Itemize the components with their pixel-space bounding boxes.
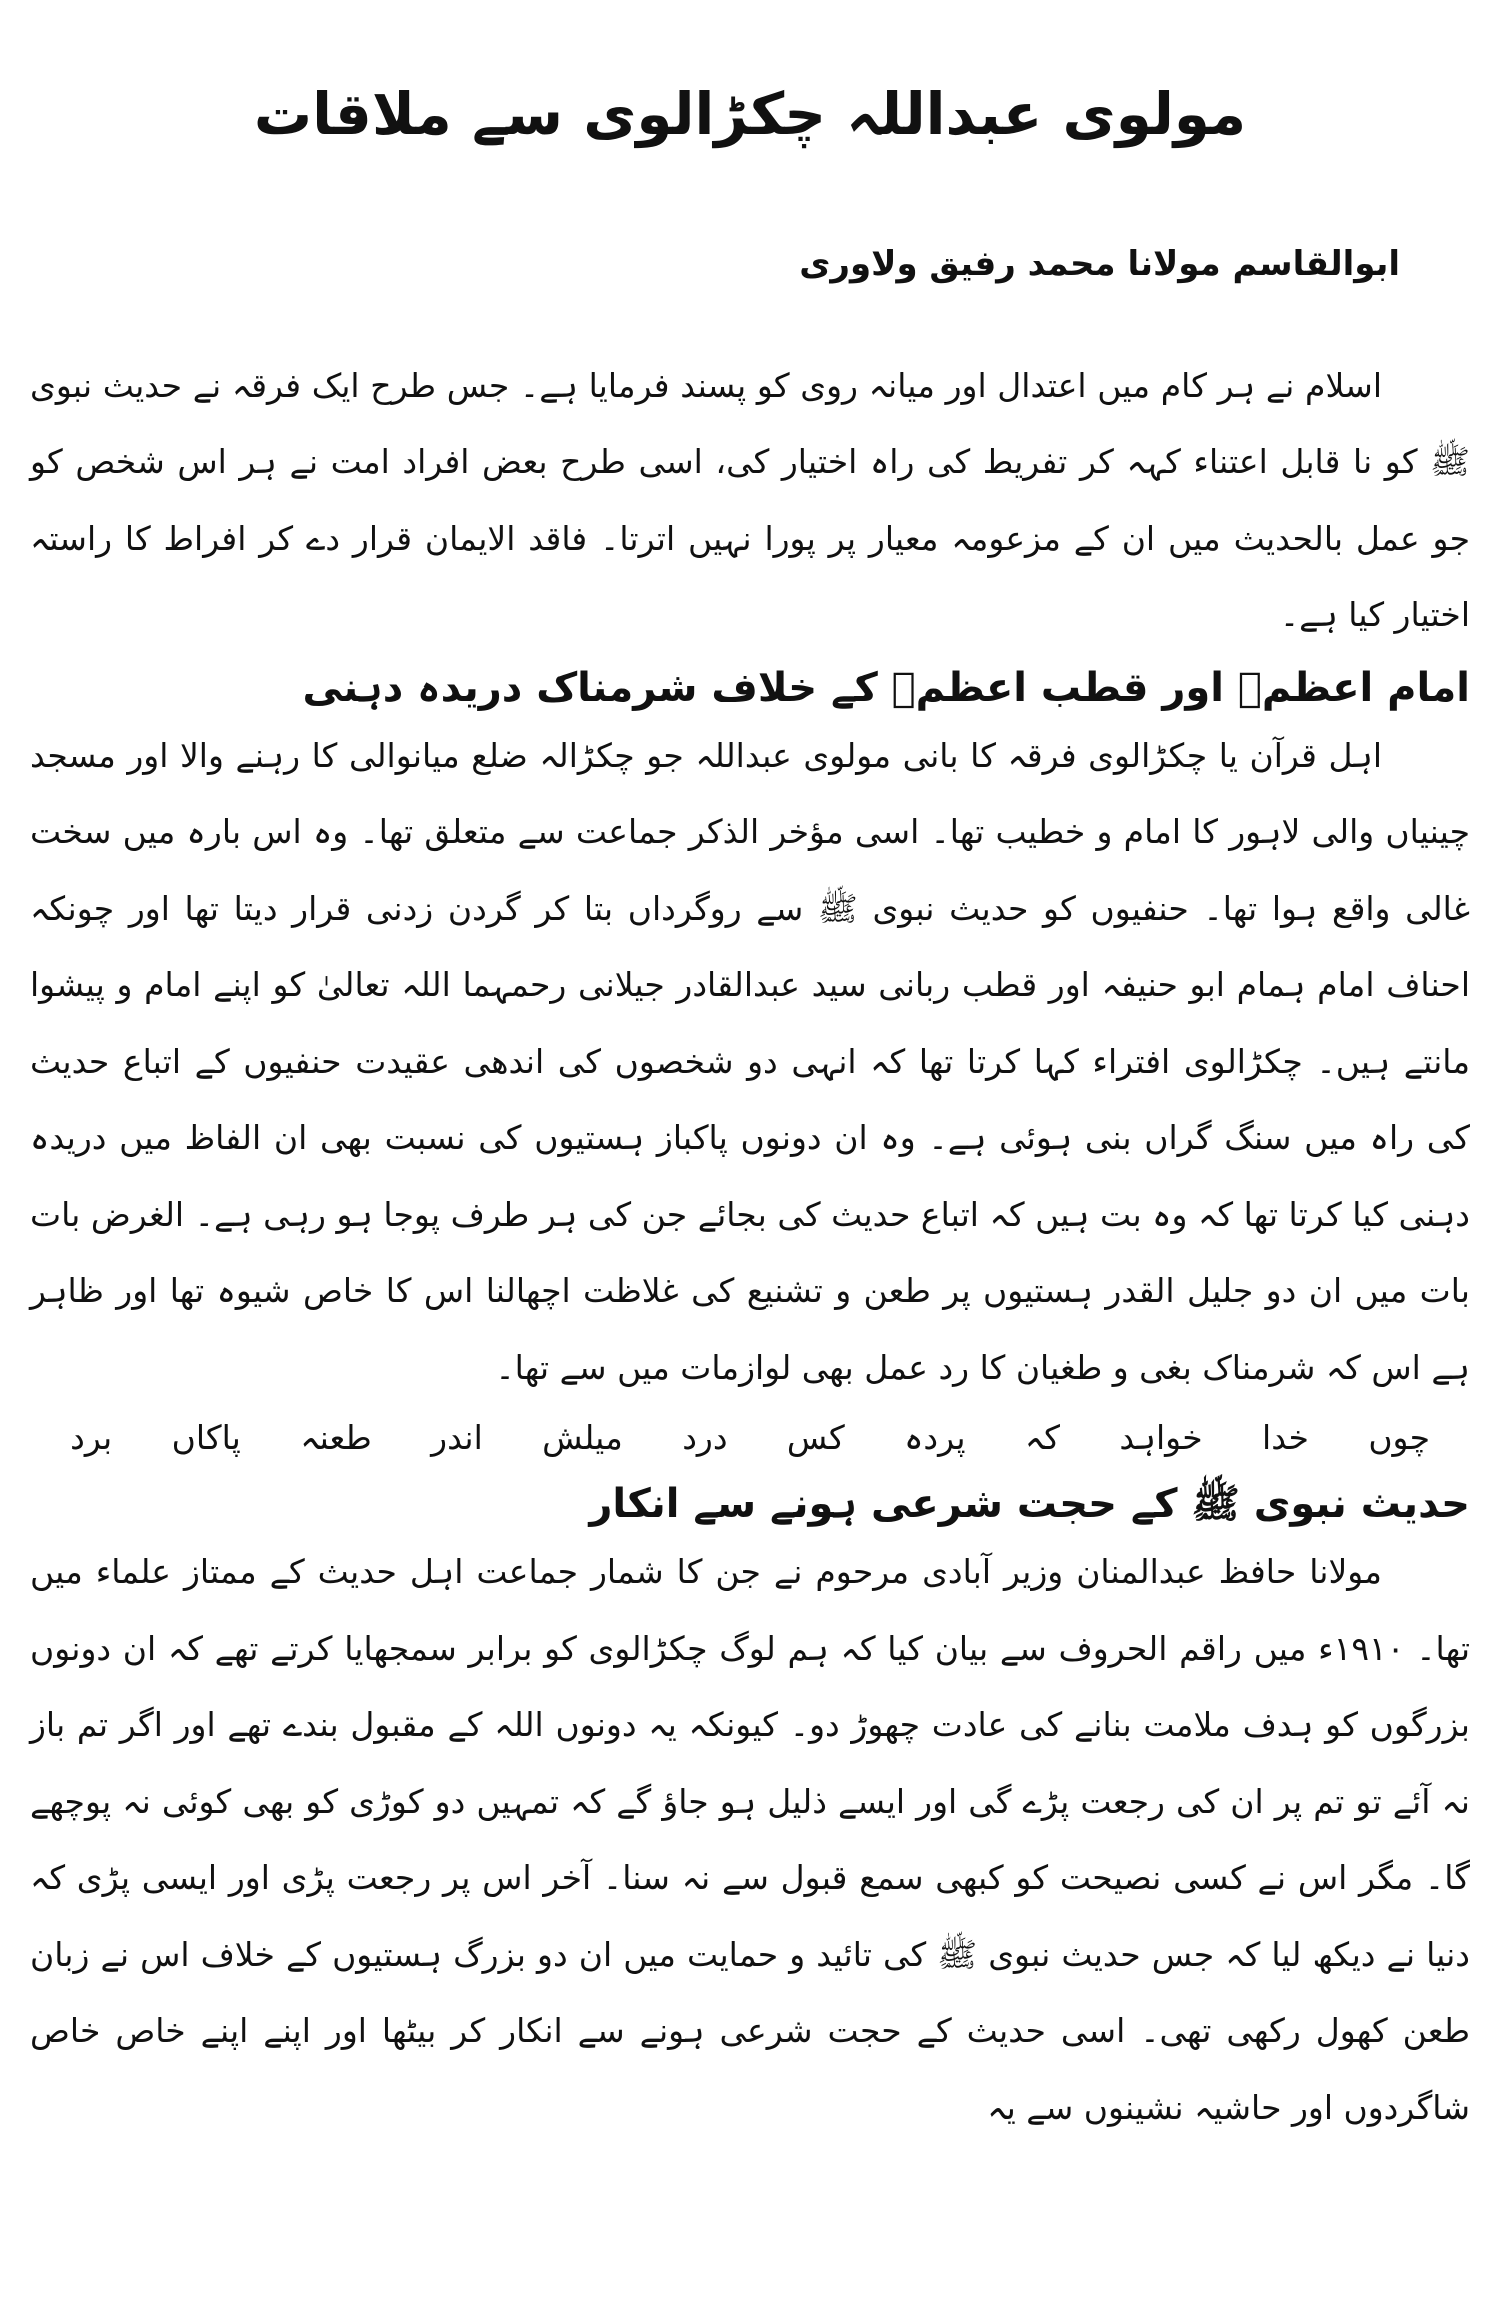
intro-paragraph: اسلام نے ہر کام میں اعتدال اور میانہ روی کو پسند فرمایا ہے۔ جس طرح ایک فرقہ نے حدیث نبوی ﷺ کو نا قابل اعتناء کہہ کر تفریط کی راہ اختیار کی، اسی طرح بعض افراد امت نے ہر اس شخص کو جو عمل بالحدیث میں ان کے مزعومہ معیار پر پورا نہیں اترتا۔ فاقد الایمان قرار دے کر افراط کا راستہ اختیار کیا ہے۔	[30, 365, 1470, 635]
article-title: مولوی عبداللہ چکڑالوی سے ملاقات	[253, 80, 1247, 148]
section1-paragraph: اہل قرآن یا چکڑالوی فرقہ کا بانی مولوی عبداللہ جو چکڑالہ ضلع میانوالی کا رہنے والا اور مسجد چینیاں والی لاہور کا امام و خطیب تھا۔ اسی مؤخر الذکر جماعت سے متعلق تھا۔ وہ اس بارہ میں سخت غالی واقع ہوا تھا۔ حنفیوں کو حدیث نبوی ﷺ سے روگرداں بتا کر گردن زدنی قرار دیتا تھا اور چونکہ احناف امام ہمام ابو حنیفہ اور قطب ربانی سید عبدالقادر جیلانی رحمہما اللہ تعالیٰ کو اپنے امام و پیشوا مانتے ہیں۔ چکڑالوی افتراء کہا کرتا تھا کہ انہی دو شخصوں کی اندھی عقیدت حنفیوں کے اتباع حدیث کی راہ میں سنگ گراں بنی ہوئی ہے۔ وہ ان دونوں پاکباز ہستیوں کی نسبت بھی ان الفاظ میں دریدہ دہنی کیا کرتا تھا کہ وہ بت ہیں کہ اتباع حدیث کی بجائے جن کی ہر طرف پوجا ہو رہی ہے۔ الغرض بات بات میں ان دو جلیل القدر ہستیوں پر طعن و تشنیع کی غلاظت اچھالنا اس کا خاص شیوہ تھا اور ظاہر ہے اس کہ شرمناک بغی و طغیان کا رد عمل بھی لوازمات میں سے تھا۔	[30, 735, 1470, 1387]
verse-word: پردہ	[904, 1418, 966, 1458]
verse-word: برد	[70, 1418, 113, 1458]
verse-word: پاکاں	[171, 1418, 241, 1458]
verse-word: خدا	[1262, 1418, 1309, 1458]
verse-word: چوں	[1368, 1418, 1430, 1458]
verse-word: کہ	[1024, 1418, 1060, 1458]
verse-word: طعنہ	[300, 1418, 372, 1458]
persian-verse	[30, 1406, 1470, 1470]
section-heading-2: حدیث نبوی ﷺ کے حجت شرعی ہونے سے انکار	[589, 1481, 1470, 1528]
verse-word: اندر	[431, 1418, 483, 1458]
section-heading-1: امام اعظمؒ اور قطب اعظمؒ کے خلاف شرمناک دریدہ دہنی	[302, 664, 1470, 711]
verse-word: میلش	[542, 1418, 623, 1458]
author-byline: ابوالقاسم مولانا محمد رفیق ولاوری	[799, 243, 1400, 284]
verse-word: درد	[682, 1418, 728, 1458]
verse-word: خواہد	[1119, 1418, 1203, 1458]
verse-word: کس	[786, 1418, 845, 1458]
section2-paragraph: مولانا حافظ عبدالمنان وزیر آبادی مرحوم نے جن کا شمار جماعت اہل حدیث کے ممتاز علماء میں تھا۔ ۱۹۱۰ء میں راقم الحروف سے بیان کیا کہ ہم لوگ چکڑالوی کو برابر سمجھایا کرتے تھے کہ ان دونوں بزرگوں کو ہدف ملامت بنانے کی عادت چھوڑ دو۔ کیونکہ یہ دونوں اللہ کے مقبول بندے تھے اور اگر تم باز نہ آئے تو تم پر ان کی رجعت پڑے گی اور ایسے ذلیل ہو جاؤ گے کہ تمہیں دو کوڑی کو بھی کوئی نہ پوچھے گا۔ مگر اس نے کسی نصیحت کو کبھی سمع قبول سے نہ سنا۔ آخر اس پر رجعت پڑی اور ایسی پڑی کہ دنیا نے دیکھ لیا کہ جس حدیث نبوی ﷺ کی تائید و حمایت میں ان دو بزرگ ہستیوں کے خلاف اس نے زبان طعن کھول رکھی تھی۔ اسی حدیث کے حجت شرعی ہونے سے انکار کر بیٹھا اور اپنے اپنے خاص خاص شاگردوں اور حاشیہ نشینوں سے یہ	[30, 1552, 1471, 2127]
